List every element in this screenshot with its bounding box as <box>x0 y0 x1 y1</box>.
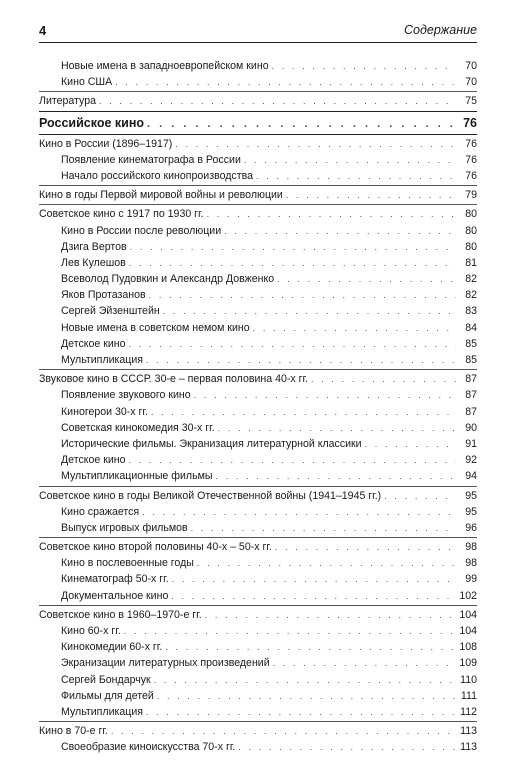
toc-divider <box>39 204 477 205</box>
toc-divider <box>39 134 477 135</box>
dot-leader <box>256 168 456 184</box>
toc-entry-title: Всеволод Пудовкин и Александр Довженко <box>61 273 275 286</box>
toc-entry-page: 82 <box>465 289 477 302</box>
dot-leader <box>365 436 456 452</box>
toc-entry-title: Своеобразие киноискусства 70-х гг. <box>61 741 236 754</box>
dot-leader <box>272 58 456 74</box>
dot-leader <box>172 571 456 587</box>
toc-entry-title: Кино в годы Первой мировой войны и революции <box>39 189 283 202</box>
toc-entry <box>39 488 477 504</box>
toc-subentry <box>39 336 477 352</box>
toc-entry-page: 76 <box>465 137 477 150</box>
toc-entry-title: Российское кино <box>39 115 144 130</box>
page-number: 4 <box>39 23 47 38</box>
toc-entry-title: Кино сражается <box>61 505 140 518</box>
dot-leader <box>205 607 456 623</box>
toc-subentry <box>39 320 477 336</box>
dot-leader <box>194 387 456 403</box>
page-header <box>39 20 477 43</box>
toc-subentry <box>39 623 477 639</box>
toc-subentry <box>39 58 477 74</box>
toc-subentry <box>39 504 477 520</box>
toc-entry-title: Советское кино с 1917 по 1930 гг. <box>39 208 204 221</box>
dot-leader <box>244 152 456 168</box>
toc-entry-page: 96 <box>465 521 477 534</box>
dot-leader <box>151 404 456 420</box>
toc-entry <box>39 723 477 739</box>
dot-leader <box>197 555 456 571</box>
toc-entry-title: Фильмы для детей <box>61 689 154 702</box>
dot-leader <box>146 352 456 368</box>
toc-entry-page: 95 <box>465 489 477 502</box>
toc-entry-title: Советское кино второй половины 40-х – 50-х гг. <box>39 541 272 554</box>
dot-leader <box>165 639 456 655</box>
toc-subentry <box>39 287 477 303</box>
toc-entry-title: Кино в России после революции <box>61 224 222 237</box>
toc-entry-page: 80 <box>465 208 477 221</box>
toc-entry-page: 80 <box>465 240 477 253</box>
toc-subentry <box>39 555 477 571</box>
toc-entry-page: 95 <box>465 505 477 518</box>
toc-entry-title: Советская кинокомедия 30-х гг. <box>61 421 215 434</box>
toc-subentry <box>39 739 477 755</box>
toc-entry-page: 87 <box>465 373 477 386</box>
table-of-contents <box>39 58 477 756</box>
toc-entry-title: Мультипликация <box>61 705 143 718</box>
toc-subentry <box>39 655 477 671</box>
toc-entry-page: 82 <box>465 273 477 286</box>
toc-entry-page: 81 <box>465 256 477 269</box>
toc-entry-page: 85 <box>465 337 477 350</box>
toc-subentry <box>39 468 477 484</box>
toc-entry-title: Новые имена в советском немом кино <box>61 321 250 334</box>
toc-entry-page: 87 <box>465 405 477 418</box>
toc-entry-page: 84 <box>465 321 477 334</box>
toc-entry-title: Дзига Вертов <box>61 240 127 253</box>
toc-subentry <box>39 520 477 536</box>
toc-entry-title: Яков Протазанов <box>61 289 146 302</box>
toc-divider <box>39 605 477 606</box>
dot-leader <box>175 136 456 152</box>
toc-subentry <box>39 436 477 452</box>
toc-divider <box>39 185 477 186</box>
toc-entry-title: Сергей Эйзенштейн <box>61 305 160 318</box>
toc-entry-title: Выпуск игровых фильмов <box>61 521 188 534</box>
toc-entry-page: 108 <box>459 641 477 654</box>
toc-entry-page: 111 <box>460 689 477 702</box>
toc-entry-title: Детское кино <box>61 337 126 350</box>
toc-subentry <box>39 152 477 168</box>
toc-entry <box>39 206 477 222</box>
toc-subentry <box>39 255 477 271</box>
toc-entry-title: Появление звукового кино <box>61 389 191 402</box>
dot-leader <box>207 206 456 222</box>
toc-entry-page: 94 <box>465 470 477 483</box>
dot-leader <box>129 452 456 468</box>
toc-entry-title: Киногерои 30-х гг. <box>61 405 148 418</box>
toc-entry-title: Лев Кулешов <box>61 256 126 269</box>
toc-entry-title: Мультипликация <box>61 354 143 366</box>
toc-entry-page: 76 <box>463 115 477 130</box>
dot-leader <box>275 539 456 555</box>
toc-entry-title: Исторические фильмы. Экранизация литературной классики <box>61 437 362 450</box>
toc-entry-title: Кино США <box>61 76 113 89</box>
toc-entry-page: 79 <box>465 189 477 202</box>
toc-entry <box>39 187 477 203</box>
dot-leader <box>163 303 456 319</box>
dot-leader <box>111 723 456 739</box>
dot-leader <box>273 655 456 671</box>
toc-entry <box>39 93 477 109</box>
dot-leader <box>218 420 456 436</box>
dot-leader <box>191 520 456 536</box>
toc-divider <box>39 111 477 112</box>
toc-entry <box>39 607 477 623</box>
toc-entry-title: Советское кино в годы Великой Отечественной войны (1941–1945 гг.) <box>39 489 382 502</box>
toc-subentry <box>39 639 477 655</box>
toc-entry-title: Детское кино <box>61 454 126 467</box>
dot-leader <box>384 488 456 504</box>
toc-subentry <box>39 303 477 319</box>
dot-leader <box>311 371 456 387</box>
toc-divider <box>39 486 477 487</box>
toc-entry-page: 87 <box>465 389 477 402</box>
toc-subentry <box>39 223 477 239</box>
toc-subentry <box>39 239 477 255</box>
toc-section-heading <box>39 113 477 133</box>
toc-entry-page: 102 <box>459 589 477 602</box>
toc-entry-page: 110 <box>460 673 477 686</box>
dot-leader <box>286 187 456 203</box>
dot-leader <box>253 320 456 336</box>
toc-divider <box>39 537 477 538</box>
dot-leader <box>154 672 456 688</box>
dot-leader <box>149 287 456 303</box>
dot-leader <box>129 336 456 352</box>
running-title: Содержание <box>404 23 477 37</box>
toc-subentry <box>39 74 477 90</box>
toc-entry-page: 109 <box>459 657 477 670</box>
toc-subentry <box>39 404 477 420</box>
toc-entry-title: Звуковое кино в СССР. 30-е – первая половина 40-х гг. <box>39 373 309 386</box>
toc-subentry <box>39 688 477 704</box>
toc-subentry <box>39 452 477 468</box>
dot-leader <box>238 739 456 755</box>
toc-entry-page: 98 <box>465 541 477 554</box>
toc-subentry <box>39 271 477 287</box>
toc-entry-page: 99 <box>465 573 477 586</box>
dot-leader <box>157 688 456 704</box>
toc-entry-title: Кинокомедии 60-х гг. <box>61 641 163 654</box>
toc-divider <box>39 721 477 722</box>
toc-entry-page: 113 <box>460 741 477 754</box>
dot-leader <box>146 704 456 720</box>
toc-entry-title: Экранизации литературных произведений <box>61 657 270 670</box>
toc-entry-page: 98 <box>465 557 477 570</box>
toc-subentry <box>39 588 477 604</box>
toc-divider <box>39 91 477 92</box>
dot-leader <box>216 468 456 484</box>
dot-leader <box>115 74 456 90</box>
toc-entry-page: 70 <box>465 76 477 89</box>
dot-leader <box>124 623 456 639</box>
toc-entry-title: Литература <box>39 95 96 108</box>
toc-entry-title: Кино в России (1896–1917) <box>39 137 173 150</box>
dot-leader <box>99 93 456 109</box>
toc-entry-page: 76 <box>465 169 477 182</box>
toc-entry-page: 70 <box>465 60 477 72</box>
toc-entry-title: Советское кино в 1960–1970-е гг. <box>39 608 202 621</box>
dot-leader <box>142 504 456 520</box>
dot-leader <box>277 271 456 287</box>
toc-entry-page: 80 <box>465 224 477 237</box>
toc-entry-title: Появление кинематографа в России <box>61 153 241 166</box>
toc-entry-page: 85 <box>465 354 477 366</box>
toc-subentry <box>39 352 477 368</box>
toc-entry-page: 90 <box>465 421 477 434</box>
toc-entry-page: 104 <box>459 608 477 621</box>
toc-entry <box>39 371 477 387</box>
dot-leader <box>171 588 456 604</box>
toc-entry-page: 76 <box>465 153 477 166</box>
toc-entry-title: Кино в 70-е гг. <box>39 725 108 738</box>
dot-leader <box>129 255 456 271</box>
toc-subentry <box>39 420 477 436</box>
toc-entry-title: Документальное кино <box>61 589 169 602</box>
toc-entry-title: Начало российского кинопроизводства <box>61 169 253 182</box>
toc-entry <box>39 539 477 555</box>
toc-entry-title: Сергей Бондарчук <box>61 673 151 686</box>
toc-entry-page: 75 <box>465 95 477 108</box>
toc-entry-page: 91 <box>465 437 477 450</box>
toc-entry <box>39 136 477 152</box>
dot-leader <box>224 223 456 239</box>
toc-entry-title: Новые имена в западноевропейском кино <box>61 60 269 72</box>
toc-entry-title: Кино в послевоенные годы <box>61 557 194 570</box>
toc-entry-title: Мультипликационные фильмы <box>61 470 213 483</box>
toc-entry-page: 92 <box>465 454 477 467</box>
toc-subentry <box>39 704 477 720</box>
toc-entry-title: Кино 60-х гг. <box>61 625 121 637</box>
toc-entry-page: 113 <box>460 725 477 738</box>
toc-entry-page: 83 <box>465 305 477 318</box>
toc-divider <box>39 369 477 370</box>
toc-entry-page: 112 <box>460 705 477 718</box>
dot-leader <box>130 239 456 255</box>
toc-subentry <box>39 168 477 184</box>
toc-subentry <box>39 387 477 403</box>
toc-entry-page: 104 <box>459 625 477 637</box>
toc-subentry <box>39 672 477 688</box>
dot-leader <box>147 114 456 134</box>
toc-subentry <box>39 571 477 587</box>
toc-entry-title: Кинематограф 50-х гг. <box>61 573 169 586</box>
